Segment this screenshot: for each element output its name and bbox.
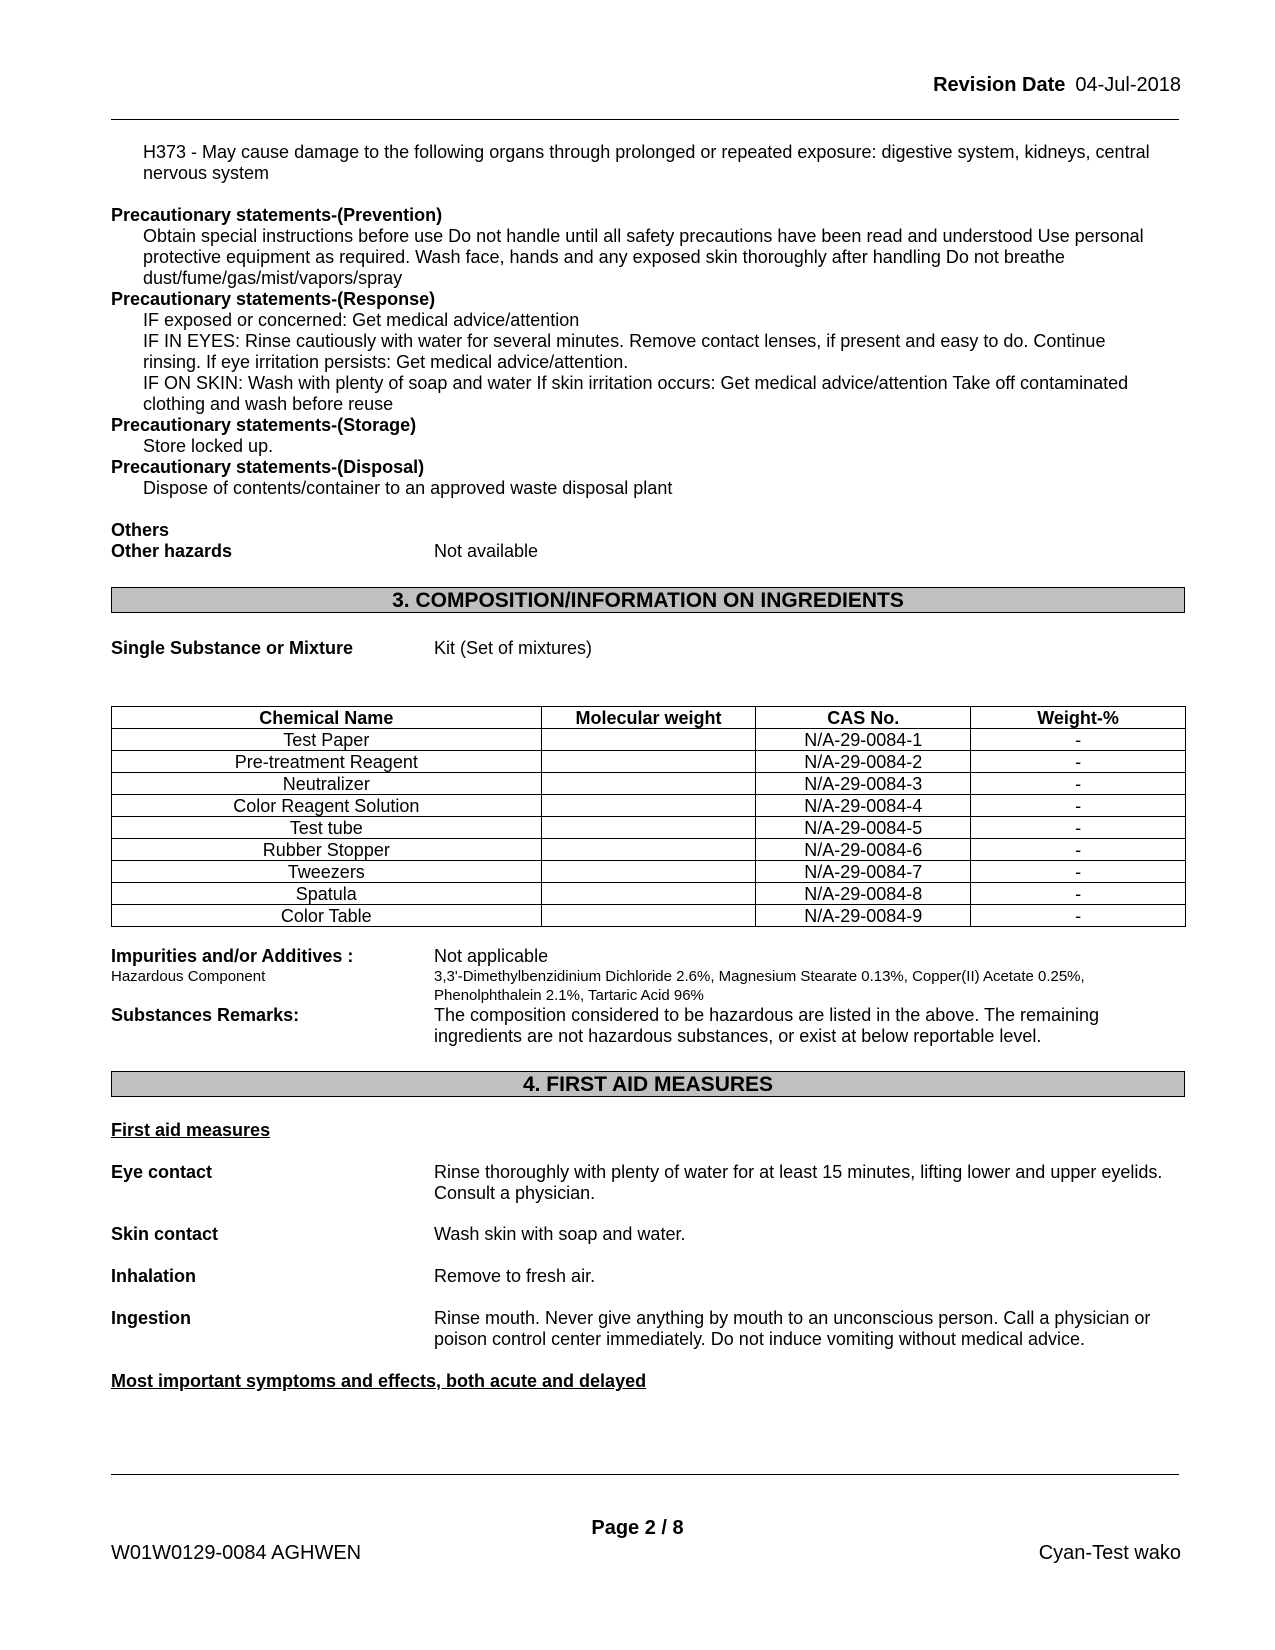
chemical-name-cell: Neutralizer	[112, 773, 542, 795]
section-4-title: 4. FIRST AID MEASURES	[111, 1071, 1185, 1097]
response-line: IF ON SKIN: Wash with plenty of soap and water If skin irritation occurs: Get medical advice/attention Take off contaminated	[143, 373, 1129, 393]
hazardous-component-label: Hazardous Component	[111, 968, 266, 985]
other-hazards-value: Not available	[434, 541, 539, 561]
section-3-title: 3. COMPOSITION/INFORMATION ON INGREDIENTS	[111, 587, 1185, 613]
molecular-weight-cell	[541, 905, 756, 927]
molecular-weight-cell	[541, 883, 756, 905]
response-line: IF IN EYES: Rinse cautiously with water for several minutes. Remove contact lenses, if present and easy to do. Continue	[143, 331, 1106, 351]
inhalation-value: Remove to fresh air.	[434, 1266, 596, 1286]
substances-remarks-line-1: The composition considered to be hazardous are listed in the above. The remaining	[434, 1005, 1100, 1025]
chemical-name-cell: Tweezers	[112, 861, 542, 883]
molecular-weight-cell	[541, 795, 756, 817]
cas-no-cell: N/A-29-0084-3	[756, 773, 971, 795]
cas-no-cell: N/A-29-0084-4	[756, 795, 971, 817]
eye-contact-line-1: Rinse thoroughly with plenty of water for at least 15 minutes, lifting lower and upper eyelids.	[434, 1162, 1163, 1182]
ingredients-table	[111, 706, 1186, 927]
weight-percent-cell: -	[971, 817, 1186, 839]
prevention-line: Obtain special instructions before use Do not handle until all safety precautions have been read and understood Use personal	[143, 226, 1144, 246]
ingestion-label: Ingestion	[111, 1308, 191, 1328]
symptoms-heading: Most important symptoms and effects, both acute and delayed	[111, 1371, 647, 1391]
impurities-value: Not applicable	[434, 946, 549, 966]
first-aid-subheading: First aid measures	[111, 1120, 271, 1140]
other-hazards-label: Other hazards	[111, 541, 233, 561]
storage-heading: Precautionary statements-(Storage)	[111, 415, 417, 435]
table-row	[112, 751, 1186, 773]
chemical-name-cell: Color Reagent Solution	[112, 795, 542, 817]
substances-remarks-label: Substances Remarks:	[111, 1005, 300, 1025]
disposal-line: Dispose of contents/container to an approved waste disposal plant	[143, 478, 673, 498]
revision-label: Revision Date	[933, 74, 1066, 96]
molecular-weight-cell	[541, 817, 756, 839]
molecular-weight-cell	[541, 729, 756, 751]
others-heading: Others	[111, 520, 170, 540]
prevention-line: protective equipment as required. Wash face, hands and any exposed skin thoroughly after handling Do not breathe	[143, 247, 1065, 267]
table-row	[112, 795, 1186, 817]
revision-date-value: 04-Jul-2018	[1075, 74, 1181, 96]
table-header-row	[112, 707, 1186, 729]
cas-no-cell: N/A-29-0084-9	[756, 905, 971, 927]
response-heading: Precautionary statements-(Response)	[111, 289, 436, 309]
cas-no-cell: N/A-29-0084-2	[756, 751, 971, 773]
hazardous-component-line-1: 3,3'-Dimethylbenzidinium Dichloride 2.6%, Magnesium Stearate 0.13%, Copper(II) Acetate 0.25%,	[434, 968, 1085, 985]
revision-date	[933, 74, 1181, 97]
single-substance-value: Kit (Set of mixtures)	[434, 638, 593, 658]
weight-percent-cell: -	[971, 905, 1186, 927]
footer-divider	[111, 1474, 1179, 1475]
weight-percent-cell: -	[971, 795, 1186, 817]
impurities-label: Impurities and/or Additives :	[111, 946, 354, 966]
molecular-weight-cell	[541, 751, 756, 773]
weight-percent-cell: -	[971, 729, 1186, 751]
skin-contact-label: Skin contact	[111, 1224, 219, 1244]
column-header-molecular-weight: Molecular weight	[541, 707, 756, 729]
ingestion-line-2: poison control center immediately. Do not induce vomiting without medical advice.	[434, 1329, 1085, 1349]
weight-percent-cell: -	[971, 861, 1186, 883]
response-line: clothing and wash before reuse	[143, 394, 394, 414]
cas-no-cell: N/A-29-0084-8	[756, 883, 971, 905]
document-code: W01W0129-0084 AGHWEN	[111, 1542, 362, 1564]
storage-line: Store locked up.	[143, 436, 274, 456]
page-number: Page 2 / 8	[591, 1517, 684, 1539]
column-header-cas-no: CAS No.	[756, 707, 971, 729]
table-row	[112, 729, 1186, 751]
weight-percent-cell: -	[971, 751, 1186, 773]
table-row	[112, 883, 1186, 905]
response-line: IF exposed or concerned: Get medical advice/attention	[143, 310, 580, 330]
product-name: Cyan-Test wako	[1038, 1542, 1181, 1564]
cas-no-cell: N/A-29-0084-7	[756, 861, 971, 883]
molecular-weight-cell	[541, 839, 756, 861]
chemical-name-cell: Test tube	[112, 817, 542, 839]
table-row	[112, 905, 1186, 927]
molecular-weight-cell	[541, 861, 756, 883]
response-line: rinsing. If eye irritation persists: Get medical advice/attention.	[143, 352, 629, 372]
weight-percent-cell: -	[971, 773, 1186, 795]
table-row	[112, 839, 1186, 861]
chemical-name-cell: Rubber Stopper	[112, 839, 542, 861]
h373-line-1: H373 - May cause damage to the following organs through prolonged or repeated exposure: digestive system, kidneys, central	[143, 142, 1150, 162]
column-header-weight-percent: Weight-%	[971, 707, 1186, 729]
single-substance-label: Single Substance or Mixture	[111, 638, 354, 658]
prevention-heading: Precautionary statements-(Prevention)	[111, 205, 443, 225]
hazardous-component-line-2: Phenolphthalein 2.1%, Tartaric Acid 96%	[434, 987, 704, 1004]
molecular-weight-cell	[541, 773, 756, 795]
ingestion-line-1: Rinse mouth. Never give anything by mouth to an unconscious person. Call a physician or	[434, 1308, 1151, 1328]
prevention-line: dust/fume/gas/mist/vapors/spray	[143, 268, 403, 288]
table-row	[112, 861, 1186, 883]
table-row	[112, 817, 1186, 839]
chemical-name-cell: Pre-treatment Reagent	[112, 751, 542, 773]
cas-no-cell: N/A-29-0084-1	[756, 729, 971, 751]
inhalation-label: Inhalation	[111, 1266, 196, 1286]
column-header-chemical-name: Chemical Name	[112, 707, 542, 729]
header-divider	[111, 119, 1179, 120]
chemical-name-cell: Color Table	[112, 905, 542, 927]
weight-percent-cell: -	[971, 839, 1186, 861]
eye-contact-line-2: Consult a physician.	[434, 1183, 596, 1203]
h373-line-2: nervous system	[143, 163, 270, 183]
skin-contact-value: Wash skin with soap and water.	[434, 1224, 686, 1244]
table-row	[112, 773, 1186, 795]
cas-no-cell: N/A-29-0084-5	[756, 817, 971, 839]
chemical-name-cell: Spatula	[112, 883, 542, 905]
cas-no-cell: N/A-29-0084-6	[756, 839, 971, 861]
chemical-name-cell: Test Paper	[112, 729, 542, 751]
weight-percent-cell: -	[971, 883, 1186, 905]
disposal-heading: Precautionary statements-(Disposal)	[111, 457, 425, 477]
substances-remarks-line-2: ingredients are not hazardous substances, or exist at below reportable level.	[434, 1026, 1042, 1046]
eye-contact-label: Eye contact	[111, 1162, 213, 1182]
